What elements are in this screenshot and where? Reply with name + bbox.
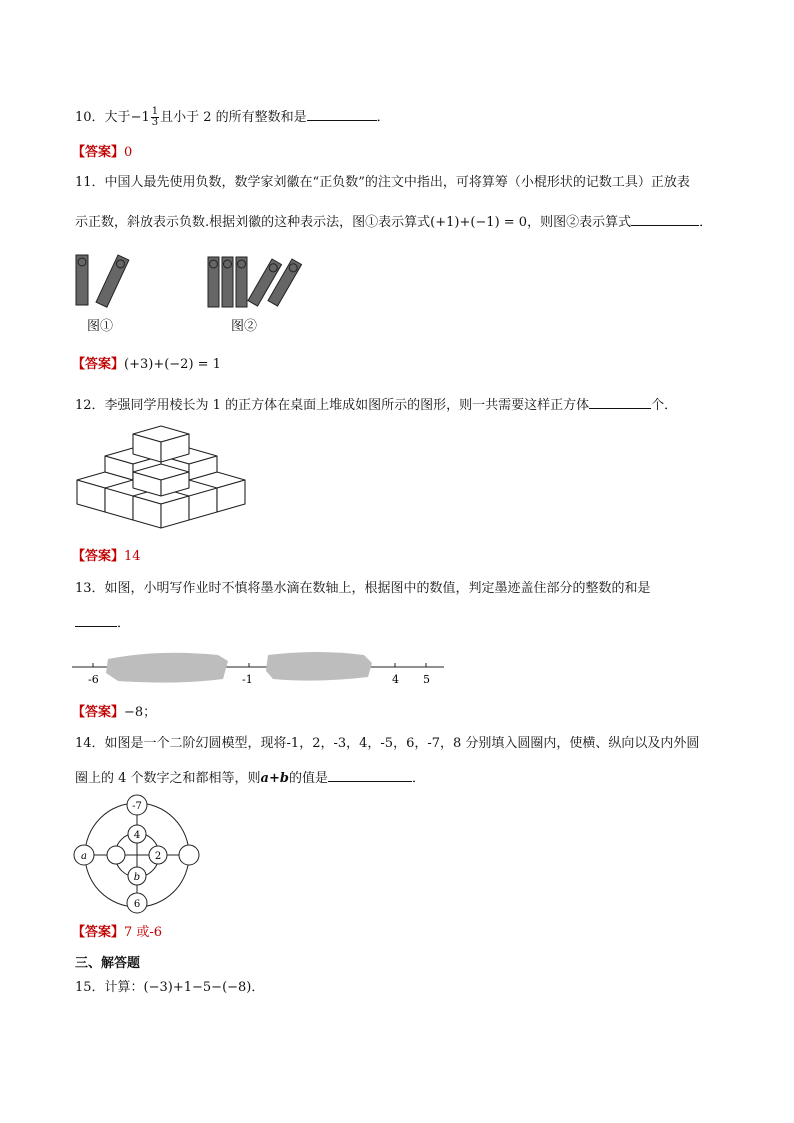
circle-label-inner-bottom: b xyxy=(133,872,141,883)
section-heading: 三、解答题 xyxy=(75,956,141,971)
circle-label-inner-right: 2 xyxy=(154,851,162,862)
question-10: 10．大于−1 $\frac{1}{3}$ 且小于 2 的所有整数和是 ． xyxy=(75,106,390,128)
ink-blot-left xyxy=(106,653,228,683)
question-11-line-2: 示正数，斜放表示负数.根据刘徽的这种表示法，图①表示算式(+1)+(−1) = 0，则图②表示算式 ． xyxy=(75,211,712,232)
magic-circle-figure xyxy=(72,797,202,917)
question-14-line-2: 圈上的 4 个数字之和都相等，则a+b的值是 ． xyxy=(75,767,425,788)
figure-2-label: 图② xyxy=(231,319,258,334)
question-13-line-2: ． xyxy=(75,612,130,633)
answer-14: 【答案】7 或-6 xyxy=(72,925,163,940)
circle-label-bottom: 6 xyxy=(133,899,141,910)
answer-blank xyxy=(75,612,117,627)
answer-blank xyxy=(631,211,699,226)
circle-label-left: a xyxy=(81,851,87,862)
figure-1 xyxy=(76,255,129,307)
ink-blot-right xyxy=(266,652,372,681)
answer-blank xyxy=(307,106,377,121)
axis-label: -6 xyxy=(88,673,99,686)
circle-label-inner-top: 4 xyxy=(133,830,141,841)
answer-10: 【答案】0 xyxy=(72,145,133,160)
fraction: $\frac{1}{3}$ xyxy=(151,106,159,128)
axis-label: -1 xyxy=(242,673,253,686)
answer-11: 【答案】(+3)+(−2) = 1 xyxy=(72,357,221,372)
answer-blank xyxy=(328,767,412,782)
question-15: 15．计算：(−3)+1−5−(−8)． xyxy=(75,980,265,995)
cube-stack-figure xyxy=(75,422,250,537)
answer-12: 【答案】14 xyxy=(72,549,141,564)
figure-2 xyxy=(208,257,302,307)
number-line-figure xyxy=(68,645,448,690)
axis-label: 4 xyxy=(392,673,399,686)
question-12: 12．李强同学用棱长为 1 的正方体在桌面上堆成如图所示的图形，则一共需要这样正方体 个． xyxy=(75,394,677,415)
figure-1-label: 图① xyxy=(87,319,114,334)
answer-13: 【答案】−8； xyxy=(72,705,157,720)
question-14-line-1: 14．如图是一个二阶幻圆模型，现将-1，2，-3，4，-5，6，-7，8 分别填入圆圈内，使横、纵向以及内外圆 xyxy=(75,736,700,751)
answer-blank xyxy=(589,394,651,409)
question-13-line-1: 13．如图，小明写作业时不慎将墨水滴在数轴上，根据图中的数值，判定墨迹盖住部分的整数的和是 xyxy=(75,581,651,596)
circle-label-top: -7 xyxy=(132,801,142,812)
question-11-line-1: 11．中国人最先使用负数，数学家刘徽在“正负数”的注文中指出，可将算筹（小棍形状的记数工具）正放表 xyxy=(75,175,690,190)
axis-label: 5 xyxy=(423,673,430,686)
